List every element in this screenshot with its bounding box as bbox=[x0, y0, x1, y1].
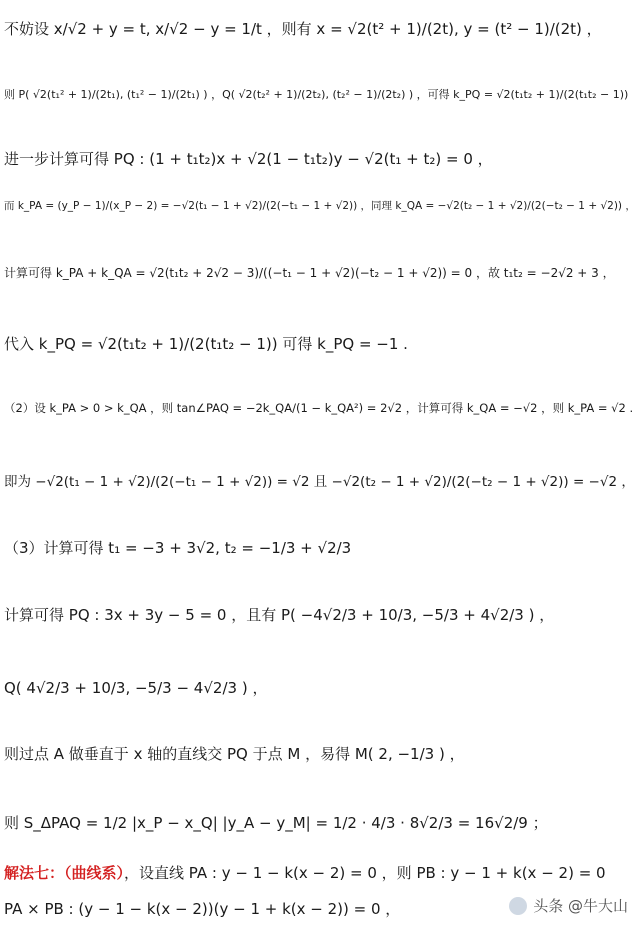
watermark-text: 头条 @牛大山 bbox=[533, 897, 628, 915]
line-13: 则 S_ΔPAQ = 1/2 |x_P − x_Q| |y_A − y_M| = 1/2 · 4/3 · 8√2/3 = 16√2/9 ； bbox=[4, 814, 548, 832]
watermark-icon bbox=[509, 897, 527, 915]
method-label: 解法七：（曲线系） bbox=[4, 864, 125, 882]
line-3: 进一步计算可得 PQ : (1 + t₁t₂)x + √2(1 − t₁t₂)y − √2(t₁ + t₂) = 0 ， bbox=[4, 150, 493, 168]
line-10: 计算可得 PQ : 3x + 3y − 5 = 0 ，且有 P( −4√2/3 + 10/3, −5/3 + 4√2/3 ) ， bbox=[4, 606, 555, 624]
line-14 bbox=[4, 862, 636, 883]
line-2: 则 P( √2(t₁² + 1)/(2t₁), (t₁² − 1)/(2t₁) ) ，Q( √2(t₂² + 1)/(2t₂), (t₂² − 1)/(2t₂) ) ，可得 k_PQ = √2(t₁t₂ + 1)/(2(t₁t₂ − 1)) bbox=[4, 88, 629, 101]
line-12: 则过点 A 做垂直于 x 轴的直线交 PQ 于点 M ，易得 M( 2, −1/3 ) ， bbox=[4, 745, 465, 763]
line-6: 代入 k_PQ = √2(t₁t₂ + 1)/(2(t₁t₂ − 1)) 可得 k_PQ = −1 . bbox=[4, 335, 408, 353]
line-5: 计算可得 k_PA + k_QA = √2(t₁t₂ + 2√2 − 3)/((−t₁ − 1 + √2)(−t₂ − 1 + √2)) = 0 ，故 t₁t₂ = −2√2 + 3 ， bbox=[4, 266, 615, 280]
line-4: 而 k_PA = (y_P − 1)/(x_P − 2) = −√2(t₁ − 1 + √2)/(2(−t₁ − 1 + √2)) ，同理 k_QA = −√2(t₂ − 1 + √2)/(2(−t₂ − 1 + √2)) ， bbox=[4, 200, 636, 212]
line-15: PA × PB : (y − 1 − k(x − 2))(y − 1 + k(x − 2)) = 0 ， bbox=[4, 900, 401, 918]
line-8: 即为 −√2(t₁ − 1 + √2)/(2(−t₁ − 1 + √2)) = √2 且 −√2(t₂ − 1 + √2)/(2(−t₂ − 1 + √2)) = −√2 ， bbox=[4, 474, 635, 490]
line-11: Q( 4√2/3 + 10/3, −5/3 − 4√2/3 ) ， bbox=[4, 679, 268, 697]
line-14-text: ，设直线 PA : y − 1 − k(x − 2) = 0 ，则 PB : y − 1 + k(x − 2) = 0 bbox=[124, 864, 606, 882]
watermark bbox=[509, 895, 628, 916]
line-7: （2）设 k_PA > 0 > k_QA ，则 tan∠PAQ = −2k_QA/(1 − k_QA²) = 2√2 ，计算可得 k_QA = −√2 ，则 k_PA = √2 . bbox=[4, 401, 634, 415]
line-1: 不妨设 x/√2 + y = t, x/√2 − y = 1/t ，则有 x = √2(t² + 1)/(2t), y = (t² − 1)/(2t) ， bbox=[4, 20, 602, 38]
line-9: （3）计算可得 t₁ = −3 + 3√2, t₂ = −1/3 + √2/3 bbox=[4, 539, 352, 557]
